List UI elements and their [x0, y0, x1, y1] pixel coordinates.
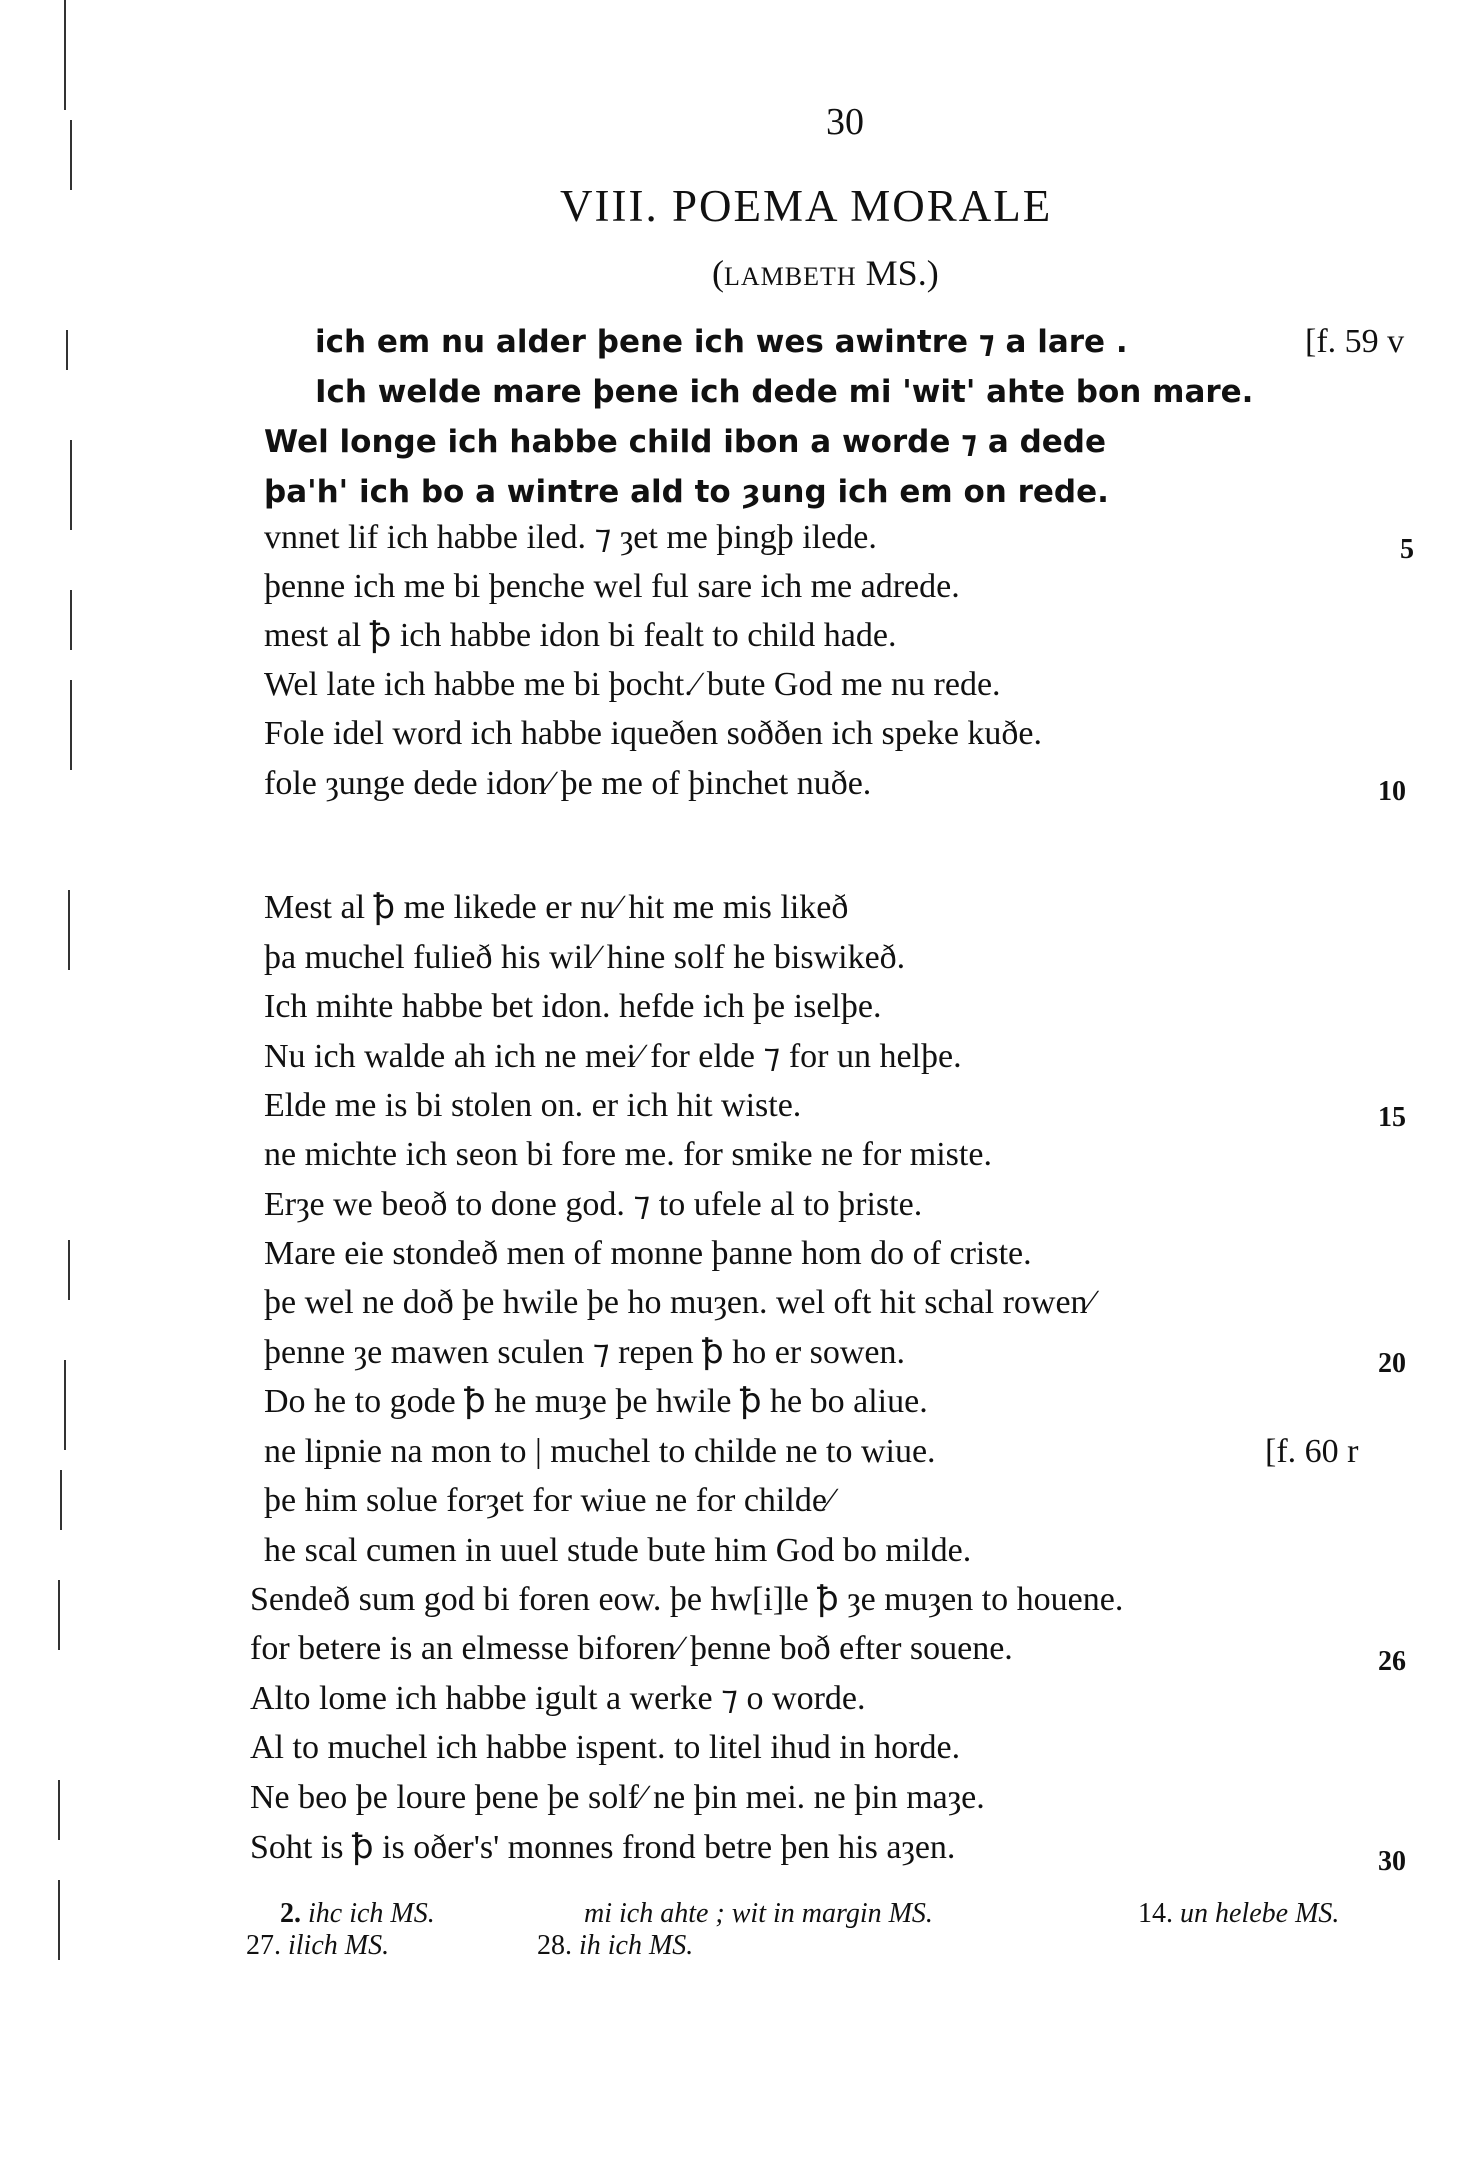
footnote-text: ihc ich MS.	[308, 1898, 435, 1929]
poem-line: Erȝe we beoð to done god. ⁊ to ufele al to þriste.	[264, 1186, 923, 1223]
poem-line: vnnet lif ich habbe iled. ⁊ ȝet me þingþ ilede.	[264, 519, 877, 556]
line-number: 20	[1378, 1348, 1406, 1379]
poem-line: þa'h' ich bo a wintre ald to ȝung ich em on rede.	[264, 474, 1109, 510]
footnote	[1138, 1898, 1339, 1930]
poem-line: þe him solue forȝet for wiue ne for childe∕	[264, 1482, 833, 1519]
poem-line: ne michte ich seon bi fore me. for smike ne for miste.	[264, 1136, 992, 1173]
poem-line: Mest al ꝥ me likede er nu∕ hit me mis likeð	[264, 889, 849, 926]
poem-line: Mare eie stondeð men of monne þanne hom do of criste.	[264, 1235, 1032, 1272]
poem-line: Do he to gode ꝥ he muȝe þe hwile ꝥ he bo aliue.	[264, 1383, 928, 1420]
footnote-number: 28.	[537, 1930, 572, 1961]
poem-line: þe wel ne doð þe hwile þe ho muȝen. wel oft hit schal rowen∕	[264, 1284, 1094, 1321]
line-number: 5	[1400, 534, 1414, 565]
poem-line: ich em nu alder þene ich wes awintre ⁊ a lare .	[315, 324, 1128, 360]
line-number: 10	[1378, 776, 1406, 807]
poem-line: þenne ich me bi þenche wel ful sare ich me adrede.	[264, 568, 960, 605]
subtitle-prefix: (	[712, 253, 724, 293]
poem-line: for betere is an elmesse biforen∕ þenne boð efter souene.	[250, 1630, 1013, 1667]
subtitle-suffix: MS.)	[856, 253, 939, 293]
poem-line: Wel late ich habbe me bi þocht.∕ bute God me nu rede.	[264, 666, 1001, 703]
poem-line: Al to muchel ich habbe ispent. to litel ihud in horde.	[250, 1729, 961, 1766]
page-title: VIII. POEMA MORALE	[560, 181, 1053, 231]
poem-line: ne lipnie na mon to | muchel to childe ne to wiue.	[264, 1433, 936, 1470]
poem-line: Ich welde mare þene ich dede mi 'wit' ahte bon mare.	[315, 374, 1254, 410]
subtitle-smallcaps: LAMBETH	[724, 262, 857, 291]
poem-line: Ne beo þe loure þene þe solf∕ ne þin mei. ne þin maȝe.	[250, 1779, 985, 1816]
footnote-text: ilich MS.	[288, 1930, 390, 1961]
poem-line: Elde me is bi stolen on. er ich hit wiste.	[264, 1087, 802, 1124]
footnote-text: un helebe MS.	[1180, 1898, 1340, 1929]
footnote	[584, 1898, 933, 1930]
footnote-number: 27.	[246, 1930, 281, 1961]
poem-line: mest al ꝥ ich habbe idon bi fealt to child hade.	[264, 617, 897, 654]
folio-note: [f. 60 r	[1265, 1433, 1359, 1470]
footnote-number: 14.	[1138, 1898, 1173, 1929]
footnote-number: 2.	[280, 1898, 301, 1929]
footnote-text: mi ich ahte ; wit in margin MS.	[584, 1898, 933, 1929]
footnote	[280, 1898, 435, 1930]
page-number: 30	[826, 101, 864, 143]
line-number: 30	[1378, 1846, 1406, 1877]
footnote	[537, 1930, 693, 1962]
poem-line: þenne ȝe mawen sculen ⁊ repen ꝥ ho er sowen.	[264, 1334, 906, 1371]
poem-line: Alto lome ich habbe igult a werke ⁊ o worde.	[250, 1680, 866, 1717]
poem-line: Nu ich walde ah ich ne mei∕ for elde ⁊ for un helþe.	[264, 1038, 962, 1075]
poem-line: Fole idel word ich habbe iqueðen soððen ich speke kuðe.	[264, 715, 1043, 752]
poem-line: Soht is ꝥ is oðer's' monnes frond betre þen his aȝen.	[250, 1829, 956, 1866]
footnote	[246, 1930, 389, 1962]
line-number: 26	[1378, 1646, 1406, 1677]
poem-line: Ich mihte habbe bet idon. hefde ich þe iselþe.	[264, 988, 882, 1025]
poem-line: Sendeð sum god bi foren eow. þe hw[i]le ꝥ ȝe muȝen to houene.	[250, 1581, 1124, 1618]
footnote-text: ih ich MS.	[579, 1930, 694, 1961]
folio-note: [f. 59 v	[1305, 323, 1405, 360]
line-number: 15	[1378, 1102, 1406, 1133]
poem-line: fole ȝunge dede idon∕ þe me of þinchet nuðe.	[264, 765, 872, 802]
poem-line: Wel longe ich habbe child ibon a worde ⁊ a dede	[264, 424, 1107, 460]
poem-line: þa muchel fulieð his wil∕ hine solf he biswikeð.	[264, 939, 906, 976]
poem-line: he scal cumen in uuel stude bute him God bo milde.	[264, 1532, 972, 1569]
